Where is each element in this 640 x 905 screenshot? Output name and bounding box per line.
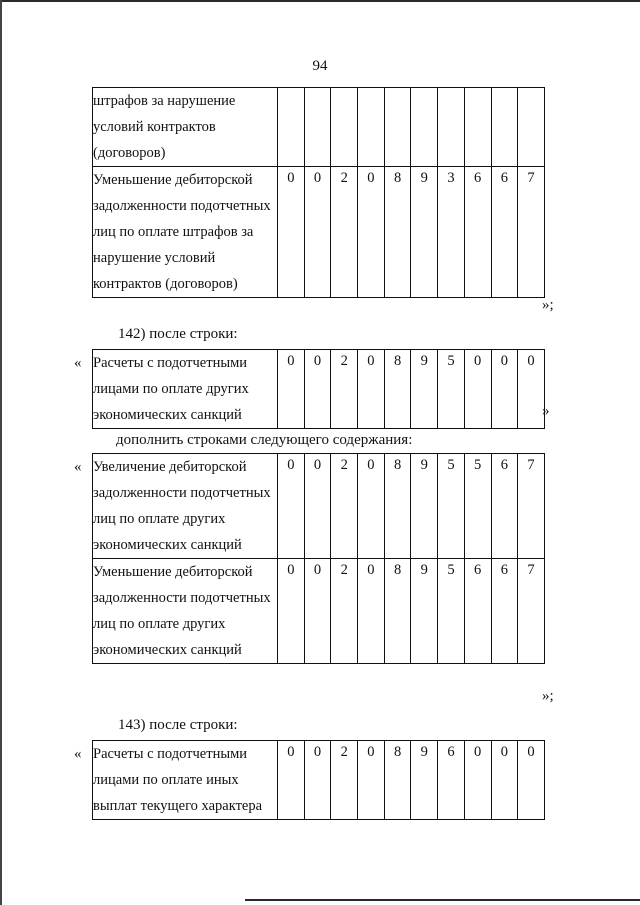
row-name-cell: Расчеты с подотчетными лицами по оплате иных выплат текущего характера [93, 741, 278, 820]
code-digit-cell: 0 [278, 167, 305, 298]
code-digit-cell: 6 [464, 167, 491, 298]
code-digit-cell: 5 [438, 454, 465, 559]
code-digit-cell: 3 [438, 167, 465, 298]
code-table-3 [92, 453, 545, 664]
code-digit-cell: 0 [278, 559, 305, 664]
table-row [93, 167, 545, 298]
opening-quote-4: « [74, 746, 82, 762]
code-table-4 [92, 740, 545, 820]
closing-quote-3: »; [542, 688, 554, 704]
code-digit-cell: 6 [438, 741, 465, 820]
code-digit-cell: 0 [358, 741, 385, 820]
code-digit-cell: 9 [411, 350, 438, 429]
row-name-cell: Уменьшение дебиторской задолженности подотчетных лиц по оплате штрафов за нарушение условий контрактов (договоров) [93, 167, 278, 298]
code-digit-cell: 0 [358, 167, 385, 298]
code-digit-cell: 8 [384, 741, 411, 820]
code-digit-cell [464, 88, 491, 167]
code-digit-cell: 0 [358, 559, 385, 664]
code-digit-cell: 0 [304, 454, 331, 559]
code-digit-cell: 0 [304, 167, 331, 298]
instruction-142: 142) после строки: [118, 326, 238, 342]
table-row [93, 350, 545, 429]
code-table-2 [92, 349, 545, 429]
code-digit-cell: 7 [518, 559, 545, 664]
code-digit-cell: 7 [518, 454, 545, 559]
code-digit-cell: 0 [304, 350, 331, 429]
code-digit-cell: 0 [518, 350, 545, 429]
scan-edge-top [0, 0, 640, 2]
code-digit-cell: 6 [464, 559, 491, 664]
code-digit-cell [278, 88, 305, 167]
code-digit-cell: 0 [304, 559, 331, 664]
code-digit-cell [384, 88, 411, 167]
table-row [93, 559, 545, 664]
code-digit-cell: 0 [518, 741, 545, 820]
code-digit-cell: 0 [278, 350, 305, 429]
instruction-143: 143) после строки: [118, 717, 238, 733]
code-digit-cell: 5 [464, 454, 491, 559]
code-digit-cell: 0 [278, 454, 305, 559]
code-digit-cell: 8 [384, 559, 411, 664]
code-digit-cell: 9 [411, 741, 438, 820]
code-digit-cell [358, 88, 385, 167]
code-digit-cell [491, 88, 518, 167]
code-digit-cell: 2 [331, 350, 358, 429]
table-row [93, 454, 545, 559]
code-digit-cell: 2 [331, 167, 358, 298]
scan-edge-left [0, 0, 2, 905]
instruction-append: дополнить строками следующего содержания: [116, 432, 413, 448]
code-digit-cell: 8 [384, 350, 411, 429]
table-row [93, 741, 545, 820]
closing-quote-2: » [542, 403, 550, 419]
code-digit-cell: 8 [384, 454, 411, 559]
code-digit-cell: 6 [491, 167, 518, 298]
code-digit-cell: 9 [411, 454, 438, 559]
closing-quote-1: »; [542, 297, 554, 313]
page-number: 94 [312, 58, 328, 74]
code-digit-cell: 0 [278, 741, 305, 820]
code-digit-cell: 0 [304, 741, 331, 820]
row-name-cell: Уменьшение дебиторской задолженности подотчетных лиц по оплате других экономических санкций [93, 559, 278, 664]
table-row [93, 88, 545, 167]
code-digit-cell: 9 [411, 559, 438, 664]
code-digit-cell: 0 [358, 350, 385, 429]
code-digit-cell: 5 [438, 559, 465, 664]
code-digit-cell: 7 [518, 167, 545, 298]
code-table-1 [92, 87, 545, 298]
code-digit-cell: 2 [331, 741, 358, 820]
row-name-cell: штрафов за нарушение условий контрактов (договоров) [93, 88, 278, 167]
code-digit-cell [438, 88, 465, 167]
code-digit-cell: 6 [491, 559, 518, 664]
opening-quote-3: « [74, 459, 82, 475]
code-digit-cell [304, 88, 331, 167]
code-digit-cell: 2 [331, 559, 358, 664]
code-digit-cell: 9 [411, 167, 438, 298]
code-digit-cell [518, 88, 545, 167]
code-digit-cell: 0 [491, 741, 518, 820]
scan-edge-bottom [245, 899, 640, 901]
row-name-cell: Расчеты с подотчетными лицами по оплате других экономических санкций [93, 350, 278, 429]
code-digit-cell: 2 [331, 454, 358, 559]
opening-quote-2: « [74, 355, 82, 371]
code-digit-cell: 0 [491, 350, 518, 429]
code-digit-cell: 0 [464, 741, 491, 820]
row-name-cell: Увеличение дебиторской задолженности подотчетных лиц по оплате других экономических санкций [93, 454, 278, 559]
code-digit-cell: 8 [384, 167, 411, 298]
code-digit-cell [411, 88, 438, 167]
code-digit-cell: 6 [491, 454, 518, 559]
code-digit-cell: 5 [438, 350, 465, 429]
code-digit-cell [331, 88, 358, 167]
code-digit-cell: 0 [464, 350, 491, 429]
code-digit-cell: 0 [358, 454, 385, 559]
